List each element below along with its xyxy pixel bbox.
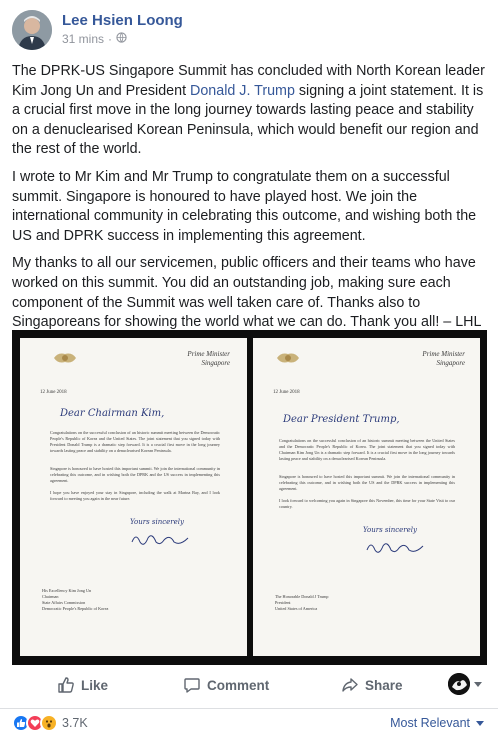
chevron-down-icon [476,721,484,726]
thumbs-up-icon [57,676,75,694]
share-button[interactable] [341,676,403,694]
meta-separator: · [108,32,113,46]
paragraph-text: signing a joint statement. It is a crucial first move in the long journey towards lasting peace and stability on a denuclearised Korean Peninsula, which would benefit our region and the rest of the world. [12,82,484,158]
letter-address-line: President [275,600,291,605]
post-paragraph-3: My thanks to all our servicemen, public officers and their teams who have worked on this summit. You did an outstanding job, making sure each component of the Summit was well taken care of. Thanks also to Singaporeans for showing the world what we can do. Thank you all! – LHL [12,255,482,331]
share-label: Share [365,677,403,693]
like-button[interactable] [57,676,108,694]
wow-reaction-icon [40,714,58,732]
letter-salutation: Dear Chairman Kim, [60,408,165,419]
globe-icon[interactable] [116,32,127,46]
reaction-count[interactable]: 3.7K [62,716,88,730]
viewer-avatar [448,673,470,695]
post-as-selector[interactable] [448,673,482,695]
letterhead-office: Prime Minister [187,350,230,358]
letter-paragraph: Singapore is honoured to have hosted this important summit. We join the international community in celebrating this outcome, and in wishing both the US and the DPRK success in implementing this agreement. [279,474,455,491]
letter-closing: Yours sincerely [363,526,417,534]
chevron-down-icon [474,682,482,687]
signature-icon [130,530,190,548]
like-label: Like [81,677,109,693]
letter-address-line: Chairman [42,594,59,599]
letter-closing: Yours sincerely [130,518,184,526]
divider [0,708,498,709]
action-bar [0,670,498,702]
letter-address-line: State Affairs Commission [42,600,86,605]
comment-sort-dropdown[interactable] [390,716,484,730]
post-body [12,62,488,341]
post-paragraph-1 [12,62,488,160]
post-time[interactable]: 31 mins [62,32,105,46]
signature-icon [365,538,425,556]
letter-date: 12 June 2018 [273,390,300,395]
letter-address-line: The Honorable Donald J Trump [275,594,329,599]
avatar[interactable] [12,10,52,50]
letter-address-line: His Excellency Kim Jong Un [42,588,92,593]
sort-label: Most Relevant [390,716,470,730]
letter-date: 12 June 2018 [40,390,67,395]
crest-icon [52,350,78,366]
share-icon [341,676,359,694]
post-paragraph-2: I wrote to Mr Kim and Mr Trump to congratulate them on a successful summit. Singapore is honoured to have played host. We join the international community in celebrating this outcome, and wishing both the US and DPRK success in implementing this agreement. [12,168,477,244]
letter-address-line: United States of America [275,606,318,611]
letter-paragraph: Congratulations on the successful conclusion of an historic summit meeting between the Democratic People's Republic of Korea and the United States. The joint statement that you signed today with President Donald Trump is a dramatic step forward. It is a crucial first move in the long journey towards lasting peace and stability on a denuclearised Korean Peninsula. [50,430,220,453]
letter-salutation: Dear President Trump, [283,414,400,425]
letter-paragraph: I look forward to welcoming you again in Singapore this November, this time for your State Visit to our country. [279,498,455,509]
letterhead-country: Singapore [201,359,230,367]
post-photo[interactable] [12,330,487,665]
post-header [0,0,498,56]
letter-paragraph: Congratulations on the successful conclusion of an historic summit meeting between the United States and the Democratic People's Republic of Korea. The joint statement that you signed today with Chairman Kim Jong Un is a dramatic step forward. It is a crucial first move in the long journey towards lasting peace and stability on a denuclearised Korean Peninsula. [279,438,455,461]
letter-to-trump [253,338,480,656]
crest-icon [275,350,301,366]
letter-to-kim [20,338,247,656]
letter-paragraph: Singapore is honoured to have hosted this important summit. We join the international community in celebrating this outcome, and in wishing both the DPRK and the US success in implementing this agreement. [50,466,220,483]
letter-address-line: Democratic People's Republic of Korea [42,606,109,611]
comment-icon [183,676,201,694]
letter-paragraph: I hope you have enjoyed your stay in Singapore, including the walk at Marina Bay, and I look forward to meeting you again in the near future. [50,490,220,501]
author-name[interactable]: Lee Hsien Loong [62,12,183,29]
comment-label: Comment [207,677,270,693]
mention-link[interactable]: Donald J. Trump [190,82,295,99]
post-meta [62,32,127,46]
letterhead-country: Singapore [436,359,465,367]
reactions-summary[interactable] [12,714,88,732]
paragraph-text: The DPRK-US Singapore Summit has concluded with North Korean leader Kim Jong Un and President [12,63,485,99]
letterhead-office: Prime Minister [422,350,465,358]
comment-button[interactable] [183,676,269,694]
